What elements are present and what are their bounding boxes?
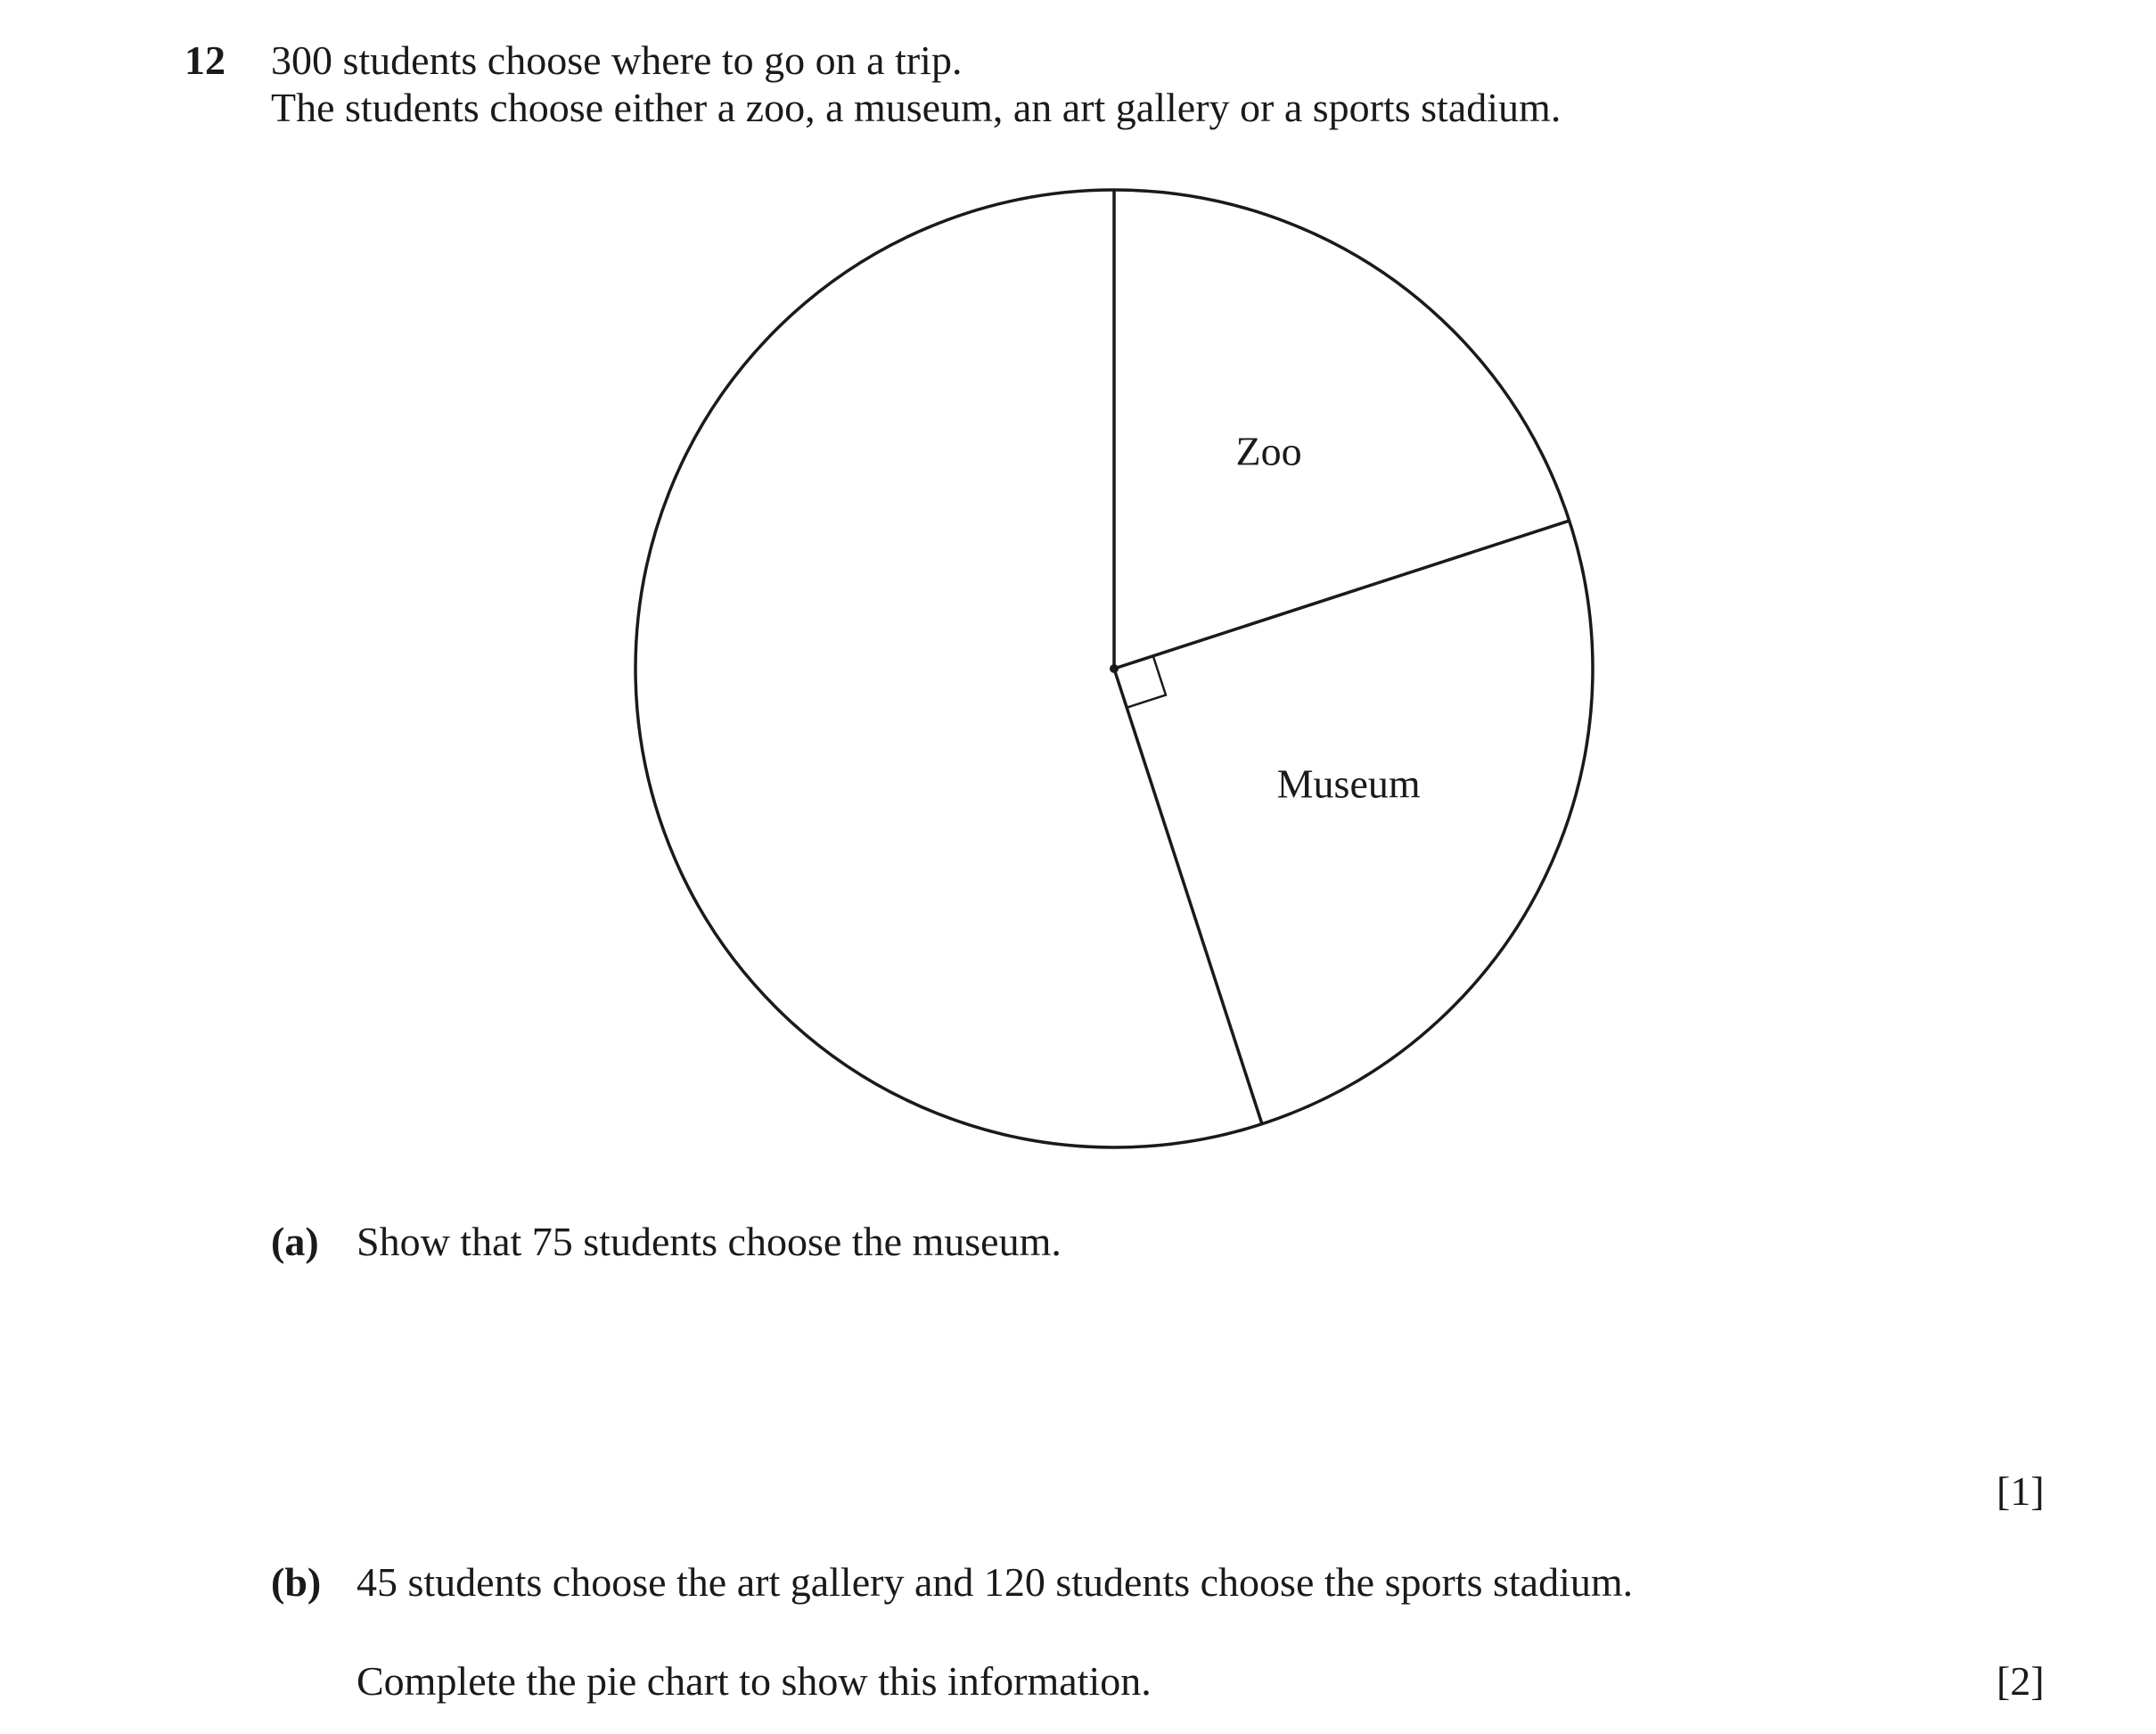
pie-center-dot [1110, 664, 1119, 673]
slice-label-museum: Museum [1276, 760, 1421, 807]
part-a-marks: [1] [1996, 1468, 2045, 1514]
part-b-instruction: Complete the pie chart to show this information. [357, 1658, 1152, 1704]
question-line-2: The students choose either a zoo, a museum, an art gallery or a sports stadium. [271, 85, 1562, 130]
part-b-label: (b) [271, 1559, 322, 1605]
part-b-marks: [2] [1996, 1658, 2045, 1704]
pie-group [635, 190, 1593, 1147]
part-a-text: Show that 75 students choose the museum. [357, 1219, 1062, 1264]
pie-radius-line-2 [1114, 669, 1262, 1124]
slice-label-zoo: Zoo [1235, 428, 1302, 474]
question-line-1: 300 students choose where to go on a trip. [271, 37, 963, 83]
pie-radius-line-1 [1114, 521, 1570, 669]
part-b-text: 45 students choose the art gallery and 120 students choose the sports stadium. [357, 1559, 1634, 1605]
part-a-label: (a) [271, 1219, 319, 1264]
question-number: 12 [184, 37, 225, 83]
